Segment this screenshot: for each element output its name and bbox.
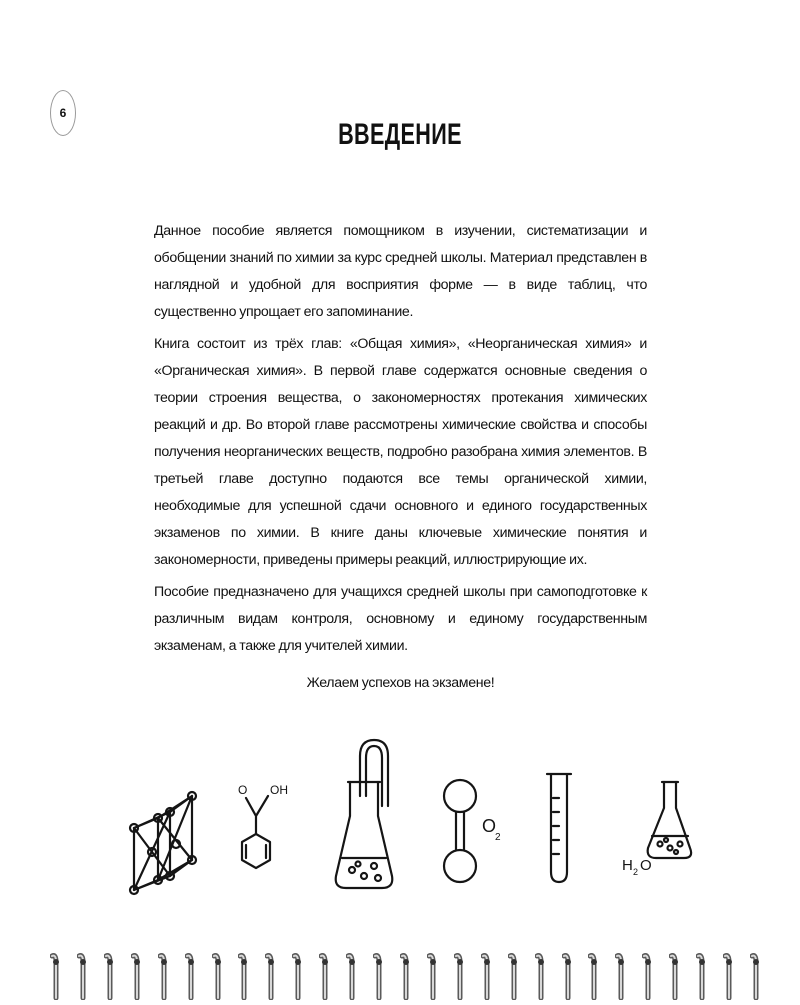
- binding-ring: [508, 952, 520, 1000]
- binding-ring: [319, 952, 331, 1000]
- binding-ring: [615, 952, 627, 1000]
- test-tube-icon: [545, 768, 575, 888]
- binding-ring: [400, 952, 412, 1000]
- oxygen-subscript: 2: [495, 832, 501, 843]
- binding-ring: [535, 952, 547, 1000]
- page-title: ВВЕДЕНИЕ: [338, 118, 462, 151]
- paragraph-3: Пособие предназначено для учащихся средней школы при самоподготовке к различным видам контроля, основному и единому государственным экзаменам, а также для учителей химии.: [154, 584, 647, 654]
- binding-ring: [265, 952, 277, 1000]
- water-flask-icon: [620, 778, 700, 878]
- binding-ring: [346, 952, 358, 1000]
- intro-text: [154, 218, 647, 702]
- crystal-lattice-icon: [128, 788, 200, 898]
- binding-ring: [185, 952, 197, 1000]
- binding-ring: [292, 952, 304, 1000]
- binding-ring: [669, 952, 681, 1000]
- chemistry-illustrations: [120, 730, 700, 910]
- spiral-binding: [50, 952, 760, 1000]
- paragraph-2: Книга состоит из трёх глав: «Общая химия», «Неорганическая химия» и «Органическая химия». В первой главе содержатся основные сведения о теории строения вещества, о закономерностях протекания химических реакций и др. Во второй главе рассмотрены химические свойства и способы получения неорганических веществ, подробно разобрана химия элементов. В третьей главе доступно подаются все темы органической химии, необходимые для успешной сдачи основного и единого государственных экзаменов по химии. В книге даны ключевые химические понятия и закономерности, приведены примеры реакций, иллюстрирующие их.: [154, 336, 647, 568]
- water-h: H: [622, 857, 633, 874]
- binding-ring: [481, 952, 493, 1000]
- binding-ring: [642, 952, 654, 1000]
- benzoic-acid-icon: [238, 780, 298, 880]
- binding-ring: [588, 952, 600, 1000]
- page-number: 6: [50, 90, 76, 136]
- water-o: O: [640, 857, 652, 874]
- binding-ring: [562, 952, 574, 1000]
- paragraph-1: Данное пособие является помощником в изучении, систематизации и обобщении знаний по химии за курс средней школы. Материал представлен в наглядной и удобной для восприятия форме — в виде таблиц, что существенно упрощает его запоминание.: [154, 223, 647, 320]
- binding-ring: [238, 952, 250, 1000]
- hydroxyl-label: OH: [270, 783, 288, 797]
- binding-ring: [750, 952, 762, 1000]
- binding-ring: [454, 952, 466, 1000]
- binding-ring: [104, 952, 116, 1000]
- oxygen-symbol: O: [482, 816, 497, 836]
- binding-ring: [77, 952, 89, 1000]
- flask-with-tube-icon: [330, 736, 410, 896]
- closing-wish: Желаем успехов на экзамене!: [306, 675, 495, 691]
- binding-ring: [158, 952, 170, 1000]
- carbonyl-label: O: [238, 783, 248, 797]
- binding-ring: [131, 952, 143, 1000]
- oxygen-molecule-icon: [440, 770, 520, 890]
- binding-ring: [723, 952, 735, 1000]
- binding-ring: [696, 952, 708, 1000]
- water-subscript: 2: [633, 867, 639, 877]
- binding-ring: [373, 952, 385, 1000]
- binding-ring: [212, 952, 224, 1000]
- binding-ring: [427, 952, 439, 1000]
- binding-ring: [50, 952, 62, 1000]
